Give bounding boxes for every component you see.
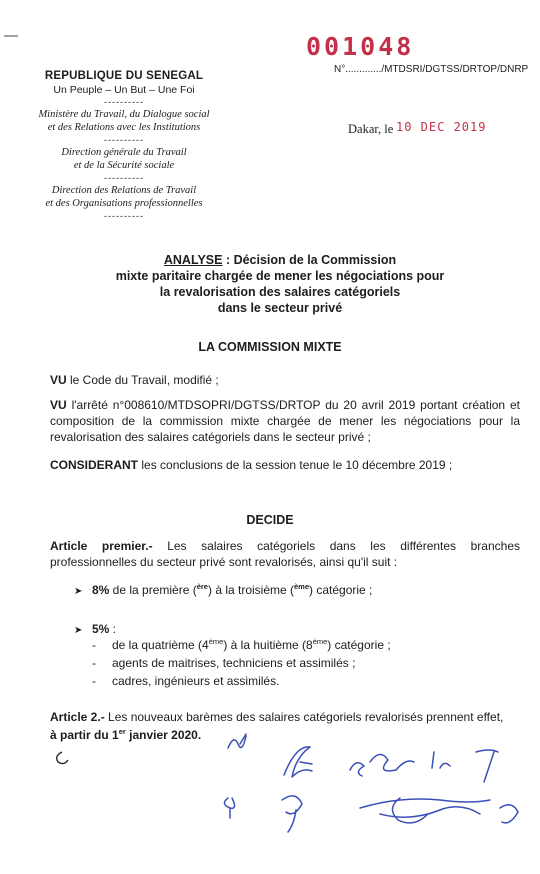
dash-bullet: - — [92, 638, 96, 652]
signature-2-tail — [432, 752, 450, 768]
bullet-text: ) catégorie ; — [309, 583, 373, 597]
signature-6 — [360, 798, 490, 823]
analyse-line4: dans le secteur privé — [217, 301, 343, 315]
decide-title: DECIDE — [246, 513, 294, 527]
percent-value: 5% — [92, 622, 110, 636]
ministry-line2: et des Relations avec les Institutions — [47, 122, 201, 133]
date-text: janvier 2020. — [125, 728, 202, 742]
article-text: Les nouveaux barèmes des salaires catégoriels revalorisés prennent effet, — [104, 710, 504, 724]
superscript: ème — [312, 637, 328, 646]
date-text: à partir du 1 — [50, 728, 119, 742]
arrow-bullet-icon: ➤ — [74, 625, 83, 636]
article-label: Article premier.- — [50, 539, 153, 553]
direction-relations-line1: Direction des Relations de Travail — [51, 185, 197, 196]
dash-bullet: - — [92, 674, 96, 688]
considerant-text: les conclusions de la session tenue le 10 décembre 2019 ; — [138, 458, 453, 472]
separator: ---------- — [104, 97, 144, 107]
vu-label: VU — [50, 398, 67, 412]
separator: ---------- — [104, 211, 144, 221]
date-prefix: Dakar, le — [348, 122, 394, 136]
dash-bullet: - — [92, 656, 96, 670]
direction-generale-line2: et de la Sécurité sociale — [73, 160, 175, 171]
date-stamp: 10 DEC 2019 — [396, 120, 487, 134]
superscript: er — [118, 727, 126, 736]
signature-7 — [500, 805, 518, 823]
percent-value: 8% — [92, 583, 110, 597]
article-label: Article 2.- — [50, 710, 105, 724]
bullet-text: : — [109, 622, 117, 636]
article-text: Les salaires catégoriels dans les différentes branches professionnelles du secteur privé sont revalorisés, ainsi qu'il suit : — [50, 539, 520, 569]
vu-label: VU — [50, 373, 67, 387]
superscript: ème — [294, 582, 310, 591]
bullet-text: ) à la troisième ( — [207, 583, 295, 597]
direction-relations-line2: et des Organisations professionnelles — [45, 198, 203, 209]
signature-2 — [350, 754, 414, 776]
margin-mark — [57, 752, 68, 764]
item-text: ) à la huitième (8 — [223, 638, 313, 652]
bullet-text: de la première ( — [109, 583, 197, 597]
commission-title: LA COMMISSION MIXTE — [198, 340, 342, 354]
analyse-line3: la revalorisation des salaires catégoriels — [159, 285, 401, 299]
separator: ---------- — [104, 135, 144, 145]
direction-generale-line1: Direction générale du Travail — [61, 147, 187, 158]
vu-text: le Code du Travail, modifié ; — [66, 373, 219, 387]
signature-1 — [284, 747, 312, 777]
arrow-bullet-icon: ➤ — [74, 586, 83, 597]
item-text: agents de maitrises, techniciens et assimilés ; — [112, 656, 356, 670]
superscript: ère — [196, 582, 208, 591]
separator: ---------- — [104, 173, 144, 183]
superscript: ème — [208, 637, 224, 646]
analyse-line1: : Décision de la Commission — [222, 253, 397, 267]
vu-text: l'arrêté n°008610/MTDSOPRI/DGTSS/DRTOP du 20 avril 2019 portant création et composition de la commission mixte chargée de mener les négociations pour la revalorisation des salaires catégoriels dans le secteur privé ; — [50, 398, 520, 444]
signature-5 — [282, 796, 302, 832]
ministry-line1: Ministère du Travail, du Dialogue social — [38, 109, 210, 120]
initials-mark — [228, 734, 246, 748]
item-text: cadres, ingénieurs et assimilés. — [112, 674, 280, 688]
item-text: de la quatrième (4 — [112, 638, 209, 652]
signature-4 — [224, 798, 234, 818]
country-name: REPUBLIQUE DU SENEGAL — [44, 70, 204, 82]
signature-3 — [476, 750, 498, 782]
analyse-line2: mixte paritaire chargée de mener les négociations pour — [115, 269, 445, 283]
national-motto: Un Peuple – Un But – Une Foi — [53, 84, 195, 96]
registration-stamp-number: 001048 — [306, 32, 415, 61]
analyse-label: ANALYSE — [163, 253, 223, 267]
reference-number: N°............./MTDSRI/DGTSS/DRTOP/DNRP — [334, 64, 529, 75]
considerant-label: CONSIDERANT — [50, 458, 139, 472]
item-text: ) catégorie ; — [327, 638, 391, 652]
